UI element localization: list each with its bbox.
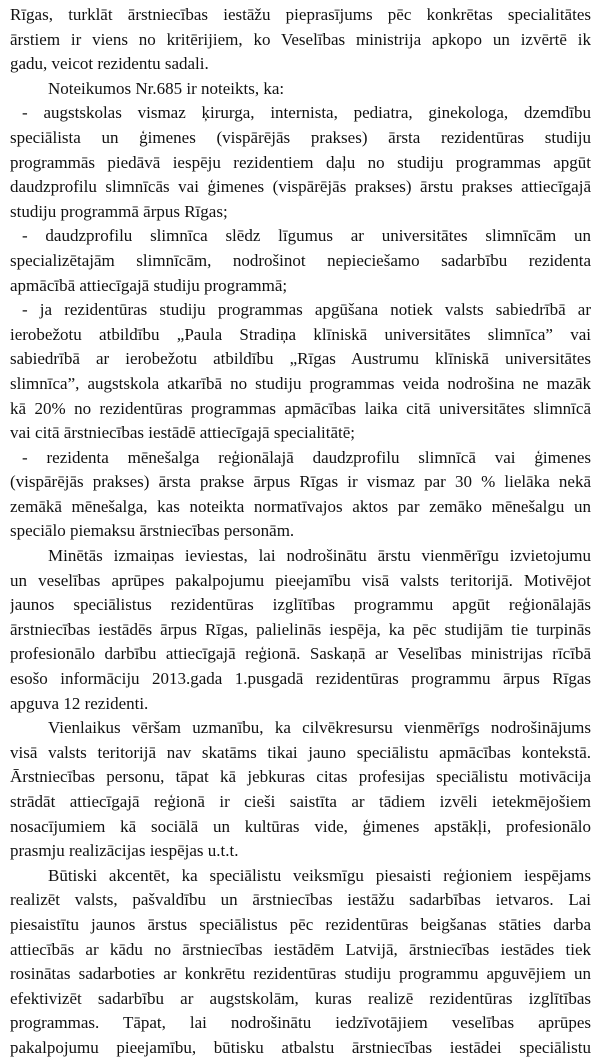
text-line: visā valsts teritorijā nav skatāms tikai jauno speciālistu apmācības kontekstā. xyxy=(10,742,591,762)
text-line: Minētās izmaiņas ieviestas, lai nodrošinātu ārstu vienmērīgu izvietojumu xyxy=(48,546,591,566)
text-line: Ārstniecības personu, tāpat kā jebkuras citas profesijas speciālistu motivācija xyxy=(10,767,591,787)
text-line: piesaistītu jaunos ārstus speciālistus pēc rezidentūras beigšanas stāties darba xyxy=(10,914,591,934)
text-line: - rezidenta mēnešalga reģionālajā daudzprofilu slimnīcā vai ģimenes xyxy=(22,447,591,467)
text-line: programmās piedāvā iespēju rezidentiem daļu no studiju programmas apgūt xyxy=(10,152,591,172)
text-line: slimnīca”, augstskola atkarībā no studiju programmas veida nodrošina ne mazāk xyxy=(10,373,591,393)
text-line: (vispārējās prakses) ārsta prakse ārpus Rīgas ir vismaz par 30 % lielāka nekā xyxy=(10,472,591,492)
text-line: ārstniecības iestādēs ārpus Rīgas, palielinās iespēja, ka pēc studijām tie turpinās xyxy=(10,619,591,639)
text-line: jaunos speciālistus rezidentūras izglītības programmu apgūt reģionālajās xyxy=(10,595,591,615)
text-line: attiecībās ar kādu no ārstniecības iestādēm Latvijā, ārstniecības iestādes tiek xyxy=(10,939,591,959)
text-line: Rīgas, turklāt ārstniecības iestāžu pieprasījums pēc konkrētas specialitātes xyxy=(10,5,591,24)
text-line: profesionālo darbību attiecīgajā reģionā. Saskaņā ar Veselības ministrijas rīcībā xyxy=(10,644,591,664)
text-line: speciālo piemaksu ārstniecības personām. xyxy=(10,521,295,541)
text-line: esošo informāciju 2013.gada 1.pusgadā rezidentūras programmu ārpus Rīgas xyxy=(10,669,591,689)
text-line: speciālista un ģimenes (vispārējās prakses) ārsta rezidentūras studiju xyxy=(10,127,591,147)
text-line: studiju programmā ārpus Rīgas; xyxy=(10,201,228,221)
text-line: - augstskolas vismaz ķirurga, internista, pediatra, ginekologa, dzemdību xyxy=(22,103,591,123)
text-line: kā 20% no rezidentūras programmas apmācības laika citā universitātes slimnīcā xyxy=(10,398,591,418)
text-line: strādāt attiecīgajā reģionā ir cieši saistīta ar tādiem izvēli ietekmējošiem xyxy=(10,792,591,811)
text-line: Noteikumos Nr.685 ir noteikts, ka: xyxy=(48,78,285,98)
text-line: vai citā ārstniecības iestādē attiecīgajā specialitātē; xyxy=(10,423,356,443)
text-line: - daudzprofilu slimnīca slēdz līgumus ar universitātes slimnīcām un xyxy=(22,226,591,246)
text-line: - ja rezidentūras studiju programmas apgūšana notiek valsts sabiedrībā ar xyxy=(22,300,591,320)
text-line: apguva 12 rezidenti. xyxy=(10,693,149,713)
text-line: nosacījumiem kā sociālā un kultūras vide, ģimenes apstākļi, profesionālo xyxy=(10,816,591,836)
text-line: prasmju realizācijas iespējas u.t.t. xyxy=(10,841,239,861)
text-line: Vienlaikus vēršam uzmanību, ka cilvēkresursu vienmērīgs nodrošinājums xyxy=(48,718,591,738)
text-line: ārstiem ir viens no kritērijiem, ko Veselības ministrija apkopo un izvērtē ik xyxy=(10,29,591,49)
text-line: specializētajām slimnīcām, nodrošinot nepieciešamo sadarbību rezidenta xyxy=(10,250,591,270)
text-line: apmācībā attiecīgajā studiju programmā; xyxy=(10,275,288,295)
text-line: programmas. Tāpat, lai nodrošinātu iedzīvotājiem veselības aprūpes xyxy=(10,1013,591,1033)
text-line: daudzprofilu slimnīcās vai ģimenes (vispārējās prakses) ārstu prakses attiecīgajā xyxy=(10,177,591,197)
text-line: realizēt valsts, pašvaldību un ārstniecības iestāžu sadarbības ietvaros. Lai xyxy=(10,890,591,910)
text-line: ierobežotu atbildību „Paula Stradiņa klīniskā universitātes slimnīca” vai xyxy=(10,324,591,344)
text-line: gadu, veicot rezidentu sadali. xyxy=(10,54,209,74)
text-line: pakalpojumu pieejamību, būtisku atbalstu ārstniecības iestādei speciālistu xyxy=(10,1037,591,1057)
text-line: Būtiski akcentēt, ka speciālistu veiksmīgu piesaisti reģioniem iespējams xyxy=(48,865,591,885)
text-line: rosinātas sadarboties ar konkrētu rezidentūras studiju programmu apguvējiem un xyxy=(10,964,591,984)
text-line: un veselības aprūpes pakalpojumu pieejamību visā valsts teritorijā. Motivējot xyxy=(10,570,591,590)
text-line: zemākā mēnešalga, kas noteikta normatīvajos aktos par zemāko mēnešalgu un xyxy=(10,496,591,516)
text-line: efektivizēt sadarbību ar augstskolām, kuras realizē rezidentūras izglītības xyxy=(10,988,591,1008)
text-line: sabiedrībā ar ierobežotu atbildību „Rīgas Austrumu klīniskā universitātes xyxy=(10,349,591,369)
